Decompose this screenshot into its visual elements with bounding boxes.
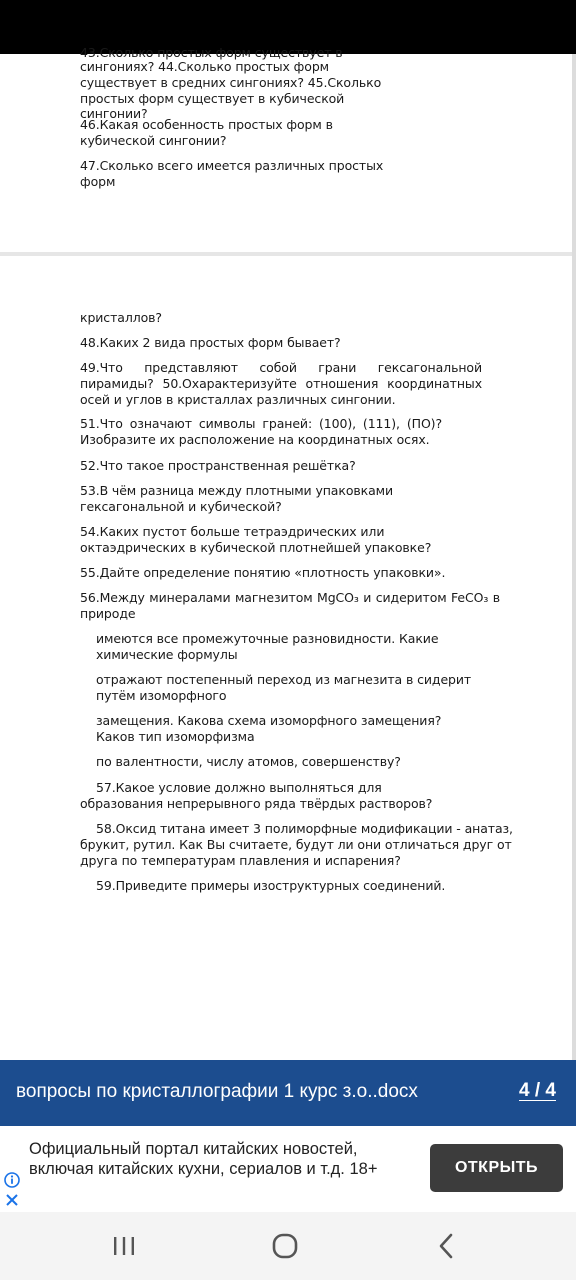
question-58: 58.Оксид титана имеет 3 полиморфные модификации - анатаз, брукит, рутил. Как Вы считаете, будут ли они отличаться друг от друга по температурам плавления и испарения? [80, 821, 513, 868]
question-43-44-45: сингониях? 44.Сколько простых форм существует в средних сингониях? 45.Сколько простых форм существует в кубической сингонии? [80, 59, 382, 122]
question-56-line-b: отражают постепенный переход из магнезита в сидерит путём изоморфного [96, 672, 472, 703]
document-page-4[interactable] [0, 256, 572, 1062]
ad-banner[interactable] [0, 1126, 576, 1212]
ad-text[interactable]: Официальный портал китайских новостей, включая китайских кухни, сериалов и т.д. 18+ [29, 1140, 378, 1178]
question-57: 57.Какое условие должно выполняться для образования непрерывного ряда твёрдых растворов? [80, 780, 433, 811]
question-47-continued: кристаллов? [80, 310, 162, 325]
question-47: 47.Сколько всего имеется различных простых форм [80, 158, 384, 189]
question-51: 51.Что означают символы граней: (100), (111), (ПО)? Изобразите их расположение на координатных осях. [80, 416, 442, 447]
question-59: 59.Приведите примеры изоструктурных соединений. [96, 878, 446, 893]
document-page-3[interactable] [0, 45, 572, 252]
question-52: 52.Что такое пространственная решётка? [80, 458, 356, 473]
ad-open-button[interactable]: ОТКРЫТЬ [430, 1144, 563, 1192]
question-43-cut: 43.Сколько простых форм существует в [80, 45, 343, 60]
navigation-bar [0, 1212, 576, 1280]
question-48: 48.Каких 2 вида простых форм бывает? [80, 335, 341, 350]
back-icon[interactable] [431, 1230, 463, 1262]
question-46: 46.Какая особенность простых форм в кубической сингонии? [80, 117, 333, 148]
question-56-line-d: по валентности, числу атомов, совершенству? [96, 754, 401, 769]
question-53: 53.В чём разница между плотными упаковками гексагональной и кубической? [80, 483, 394, 514]
page-counter[interactable]: 4 / 4 [519, 1080, 556, 1101]
question-56: 56.Между минералами магнезитом MgCO₃ и сидеритом FeCO₃ в природе [80, 590, 500, 621]
document-title: вопросы по кристаллографии 1 курс з.о..docx [16, 1081, 418, 1102]
question-49-50: 49.Что представляют собой грани гексагональной пирамиды? 50.Охарактеризуйте отношения координатных осей и углов в кристаллах различных сингонии. [80, 360, 482, 407]
question-54: 54.Каких пустот больше тетраэдрических или октаэдрических в кубической плотнейшей упаковке? [80, 524, 432, 555]
document-title-bar[interactable] [0, 1060, 576, 1126]
recent-apps-icon[interactable] [108, 1230, 140, 1262]
info-icon[interactable] [4, 1172, 20, 1188]
close-icon[interactable] [4, 1192, 20, 1208]
question-55: 55.Дайте определение понятию «плотность упаковки». [80, 565, 446, 580]
question-56-line-a: имеются все промежуточные разновидности. Какие химические формулы [96, 631, 439, 662]
question-56-line-c: замещения. Какова схема изоморфного замещения? Каков тип изоморфизма [96, 713, 442, 744]
page-edge-shadow [572, 54, 576, 1062]
home-icon[interactable] [269, 1230, 301, 1262]
